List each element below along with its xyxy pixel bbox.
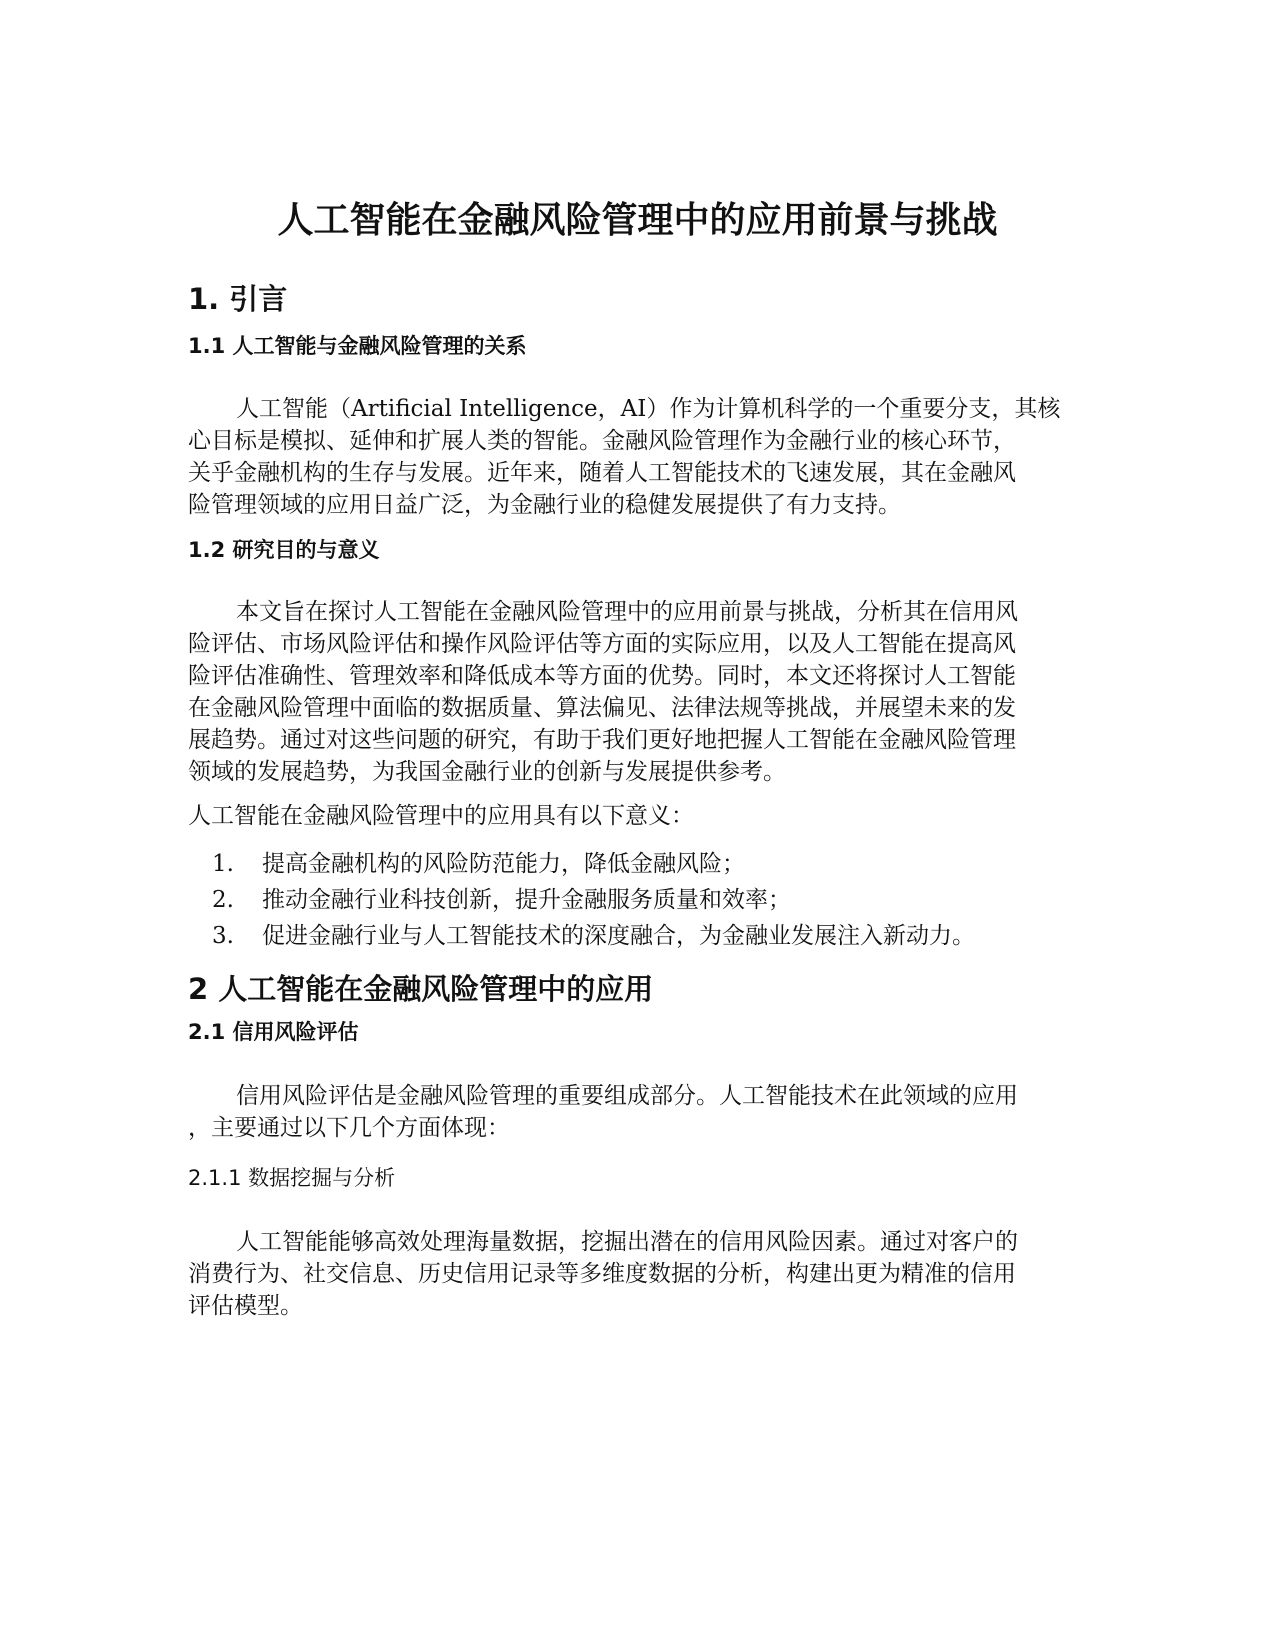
- paragraph-line: 险评估准确性、管理效率和降低成本等方面的优势。同时，本文还将探讨人工智能: [188, 663, 1016, 689]
- paragraph-line: 心目标是模拟、延伸和扩展人类的智能。金融风险管理作为金融行业的核心环节，: [188, 428, 1016, 454]
- paragraph-line: 人工智能（Artificial Intelligence，AI）作为计算机科学的一个重要分支，其核: [236, 396, 1061, 422]
- section-heading-introduction: 1. 引言: [188, 282, 288, 316]
- paragraph-credit-risk: [188, 1080, 1088, 1144]
- list-item-text: 促进金融行业与人工智能技术的深度融合，为金融业发展注入新动力。: [262, 923, 975, 949]
- paragraph-line: ，主要通过以下几个方面体现：: [188, 1115, 510, 1141]
- paragraph-line: 人工智能能够高效处理海量数据，挖掘出潜在的信用风险因素。通过对客户的: [236, 1229, 1018, 1255]
- list-item: [188, 882, 1088, 918]
- subsubsection-heading-data-mining: 2.1.1 数据挖掘与分析: [188, 1166, 396, 1190]
- subsection-heading-ai-risk-relation: 1.1 人工智能与金融风险管理的关系: [188, 334, 527, 358]
- list-item-number: 1.: [212, 851, 234, 877]
- significance-list: [188, 846, 1088, 954]
- paragraph-purpose: [188, 596, 1088, 788]
- paragraph-line: 在金融风险管理中面临的数据质量、算法偏见、法律法规等挑战，并展望未来的发: [188, 695, 1016, 721]
- paragraph-line: 关乎金融机构的生存与发展。近年来，随着人工智能技术的飞速发展，其在金融风: [188, 460, 1016, 486]
- paragraph-line: 消费行为、社交信息、历史信用记录等多维度数据的分析，构建出更为精准的信用: [188, 1261, 1016, 1287]
- paragraph-data-mining: [188, 1226, 1088, 1322]
- paragraph-line: 评估模型。: [188, 1293, 303, 1319]
- list-item: [188, 918, 1088, 954]
- paragraph-line: 险评估、市场风险评估和操作风险评估等方面的实际应用，以及人工智能在提高风: [188, 631, 1016, 657]
- paragraph-line: 本文旨在探讨人工智能在金融风险管理中的应用前景与挑战，分析其在信用风: [236, 599, 1018, 625]
- list-item-text: 推动金融行业科技创新，提升金融服务质量和效率；: [262, 887, 791, 913]
- subsection-heading-credit-risk: 2.1 信用风险评估: [188, 1020, 359, 1044]
- subsection-heading-purpose: 1.2 研究目的与意义: [188, 538, 380, 562]
- list-item-number: 3.: [212, 923, 234, 949]
- significance-intro: 人工智能在金融风险管理中的应用具有以下意义：: [188, 803, 694, 829]
- list-item-number: 2.: [212, 887, 234, 913]
- section-heading-applications: 2 人工智能在金融风险管理中的应用: [188, 972, 654, 1006]
- list-item: [188, 846, 1088, 882]
- paragraph-line: 险管理领域的应用日益广泛，为金融行业的稳健发展提供了有力支持。: [188, 492, 901, 518]
- paragraph-line: 信用风险评估是金融风险管理的重要组成部分。人工智能技术在此领域的应用: [236, 1083, 1018, 1109]
- paragraph-line: 展趋势。通过对这些问题的研究，有助于我们更好地把握人工智能在金融风险管理: [188, 727, 1016, 753]
- paragraph-line: 领域的发展趋势，为我国金融行业的创新与发展提供参考。: [188, 759, 786, 785]
- document-title: 人工智能在金融风险管理中的应用前景与挑战: [277, 200, 998, 241]
- list-item-text: 提高金融机构的风险防范能力，降低金融风险；: [262, 851, 745, 877]
- paragraph-ai-risk-relation: [188, 393, 1088, 521]
